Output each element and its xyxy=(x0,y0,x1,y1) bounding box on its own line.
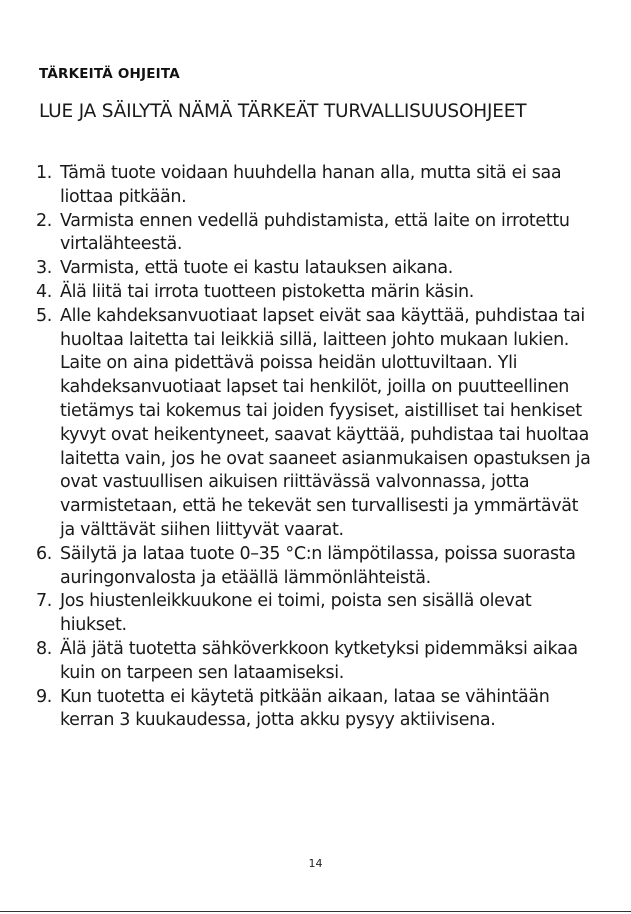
item-number: 5. xyxy=(36,305,52,326)
item-text: Jos hiustenleikkuukone ei toimi, poista sen sisällä olevat hiukset. xyxy=(60,591,532,636)
list-item xyxy=(36,162,596,210)
list-item xyxy=(36,686,596,734)
item-number: 3. xyxy=(36,258,52,279)
list-item xyxy=(36,257,596,281)
list-item xyxy=(36,543,596,591)
item-number: 9. xyxy=(36,686,52,707)
item-text: Älä liitä tai irrota tuotteen pistoketta märin käsin. xyxy=(60,281,474,302)
item-text: Varmista, että tuote ei kastu latauksen aikana. xyxy=(60,258,453,279)
page-number: 14 xyxy=(308,857,323,870)
item-number: 2. xyxy=(36,210,52,231)
section-heading: TÄRKEITÄ OHJEITA xyxy=(39,66,180,82)
list-item xyxy=(36,590,596,638)
item-text: Alle kahdeksanvuotiaat lapset eivät saa käyttää, puhdistaa tai huoltaa laitetta tai leikkiä sillä, laitteen johto mukaan lukien. Laite on aina pidettävä poissa heidän ulottuviltaan. Yli kahdeksanvuotiaat lapset tai henkilöt, joilla on puutteellinen tietämys tai kokemus tai joiden fyysiset, aistilliset tai henkiset kyvyt ovat heikentyneet, saavat käyttää, puhdistaa tai huoltaa laitetta vain, jos he ovat saaneet asianmukaisen opastuksen ja ovat vastuullisen aikuisen riittävässä valvonnassa, jotta varmistetaan, että he tekevät sen turvallisesti ja ymmärtävät ja välttävät siihen liittyvät vaarat. xyxy=(60,305,591,540)
list-item xyxy=(36,638,596,686)
item-number: 1. xyxy=(36,163,52,183)
item-text: Kun tuotetta ei käytetä pitkään aikaan, lataa se vähintään kerran 3 kuukaudessa, jotta akku pysyy aktiivisena. xyxy=(60,686,550,731)
bottom-divider xyxy=(0,911,631,912)
item-text: Älä jätä tuotetta sähköverkkoon kytketyksi pidemmäksi aikaa kuin on tarpeen sen lataamiseksi. xyxy=(60,638,578,683)
item-text: Säilytä ja lataa tuote 0–35 °C:n lämpötilassa, poissa suorasta auringonvalosta ja etäällä lämmönlähteistä. xyxy=(60,543,576,588)
item-number: 6. xyxy=(36,543,52,564)
item-text: Tämä tuote voidaan huuhdella hanan alla, mutta sitä ei saa liottaa pitkään. xyxy=(60,163,562,207)
list-item xyxy=(36,210,596,258)
item-number: 7. xyxy=(36,591,52,612)
item-text: Varmista ennen vedellä puhdistamista, että laite on irrotettu virtalähteestä. xyxy=(60,210,570,255)
item-number: 4. xyxy=(36,281,52,302)
safety-instructions-list xyxy=(36,162,596,733)
safety-instructions-title: LUE JA SÄILYTÄ NÄMÄ TÄRKEÄT TURVALLISUUSOHJEET xyxy=(39,101,527,122)
list-item xyxy=(36,281,596,305)
list-item xyxy=(36,305,596,543)
item-number: 8. xyxy=(36,638,52,659)
